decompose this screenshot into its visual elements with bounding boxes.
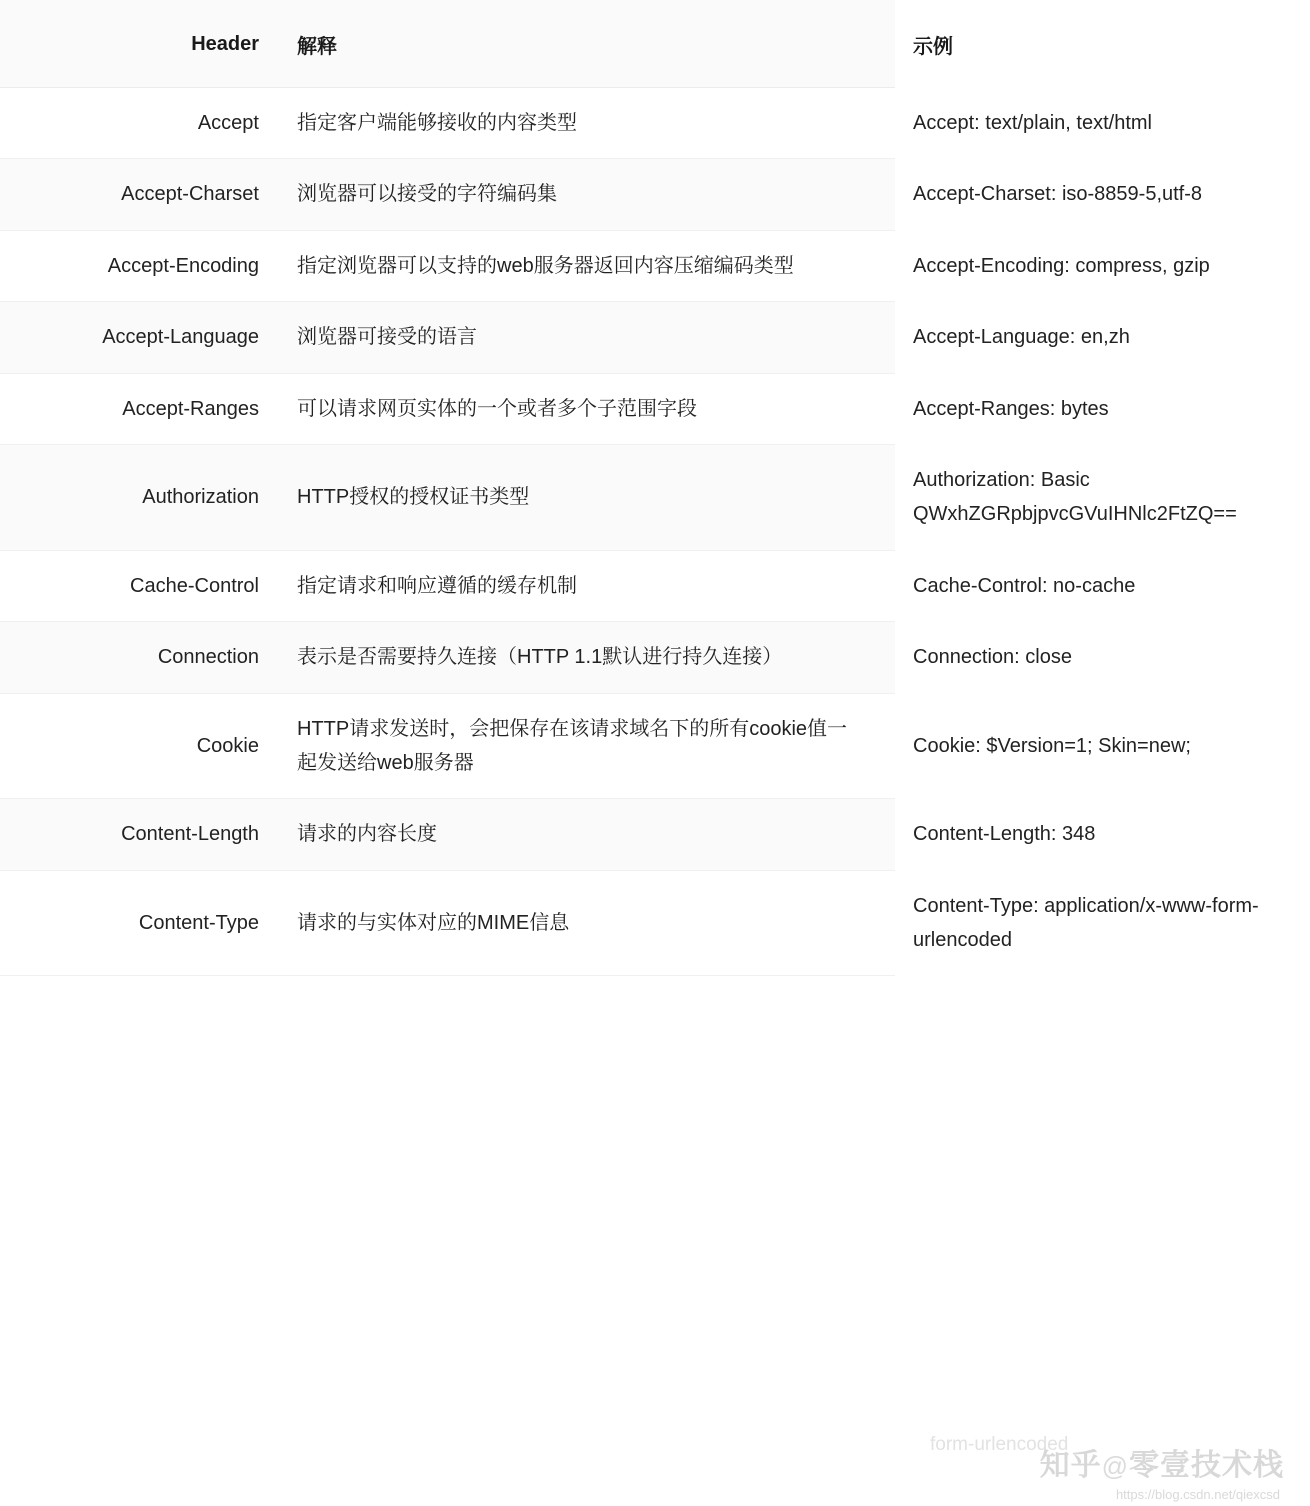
watermark-csdn-url: https://blog.csdn.net/qiexcsd (1115, 1487, 1280, 1502)
row-example: Accept: text/plain, text/html (895, 88, 1310, 159)
watermark-zhihu (1040, 1440, 1284, 1484)
row-description: 表示是否需要持久连接（HTTP 1.1默认进行持久连接） (275, 622, 895, 693)
row-example: Content-Length: 348 (895, 799, 1310, 870)
row-example: Accept-Ranges: bytes (895, 373, 1310, 444)
table-row (0, 373, 1310, 444)
row-description: 浏览器可接受的语言 (275, 302, 895, 373)
table-body (0, 88, 1310, 976)
row-header-name: Accept-Language (0, 302, 275, 373)
watermark-zhihu-logo: 知乎 (1039, 1449, 1102, 1482)
row-header-name: Accept-Charset (0, 159, 275, 230)
row-example: Accept-Charset: iso-8859-5,utf-8 (895, 159, 1310, 230)
row-description: HTTP授权的授权证书类型 (275, 444, 895, 550)
row-description: 可以请求网页实体的一个或者多个子范围字段 (275, 373, 895, 444)
row-description: 指定请求和响应遵循的缓存机制 (275, 550, 895, 621)
table-row (0, 159, 1310, 230)
table-row (0, 622, 1310, 693)
table-row (0, 693, 1310, 799)
table-row (0, 799, 1310, 870)
watermark-faint-text: form-urlencoded (930, 1434, 1069, 1455)
row-example: Accept-Encoding: compress, gzip (895, 230, 1310, 301)
column-header-example: 示例 (895, 0, 1310, 88)
row-description: 浏览器可以接受的字符编码集 (275, 159, 895, 230)
row-header-name: Content-Type (0, 870, 275, 976)
column-header-explanation: 解释 (275, 0, 895, 88)
row-example: Content-Type: application/x-www-form-urlencoded (895, 870, 1310, 976)
row-description: 请求的与实体对应的MIME信息 (275, 870, 895, 976)
row-header-name: Accept-Ranges (0, 373, 275, 444)
table-head (0, 0, 1310, 88)
column-header-header: Header (0, 0, 275, 88)
row-header-name: Content-Length (0, 799, 275, 870)
table-row (0, 230, 1310, 301)
row-header-name: Connection (0, 622, 275, 693)
row-header-name: Cache-Control (0, 550, 275, 621)
row-example: Authorization: Basic QWxhZGRpbjpvcGVuIHNlc2FtZQ== (895, 444, 1310, 550)
row-example: Accept-Language: en,zh (895, 302, 1310, 373)
row-header-name: Cookie (0, 693, 275, 799)
table-row (0, 444, 1310, 550)
row-example: Cache-Control: no-cache (895, 550, 1310, 621)
row-header-name: Accept (0, 88, 275, 159)
row-description: 指定浏览器可以支持的web服务器返回内容压缩编码类型 (275, 230, 895, 301)
table-header-row (0, 0, 1310, 88)
table-row (0, 88, 1310, 159)
row-example: Connection: close (895, 622, 1310, 693)
row-example: Cookie: $Version=1; Skin=new; (895, 693, 1310, 799)
table-row (0, 302, 1310, 373)
row-description: 指定客户端能够接收的内容类型 (275, 88, 895, 159)
row-description: 请求的内容长度 (275, 799, 895, 870)
table-row (0, 870, 1310, 976)
watermark-zhihu-author: 零壹技术栈 (1129, 1449, 1284, 1482)
row-description: HTTP请求发送时，会把保存在该请求域名下的所有cookie值一起发送给web服务器 (275, 693, 895, 799)
row-header-name: Authorization (0, 444, 275, 550)
table-row (0, 550, 1310, 621)
watermark-at-symbol: @ (1101, 1451, 1129, 1481)
row-header-name: Accept-Encoding (0, 230, 275, 301)
